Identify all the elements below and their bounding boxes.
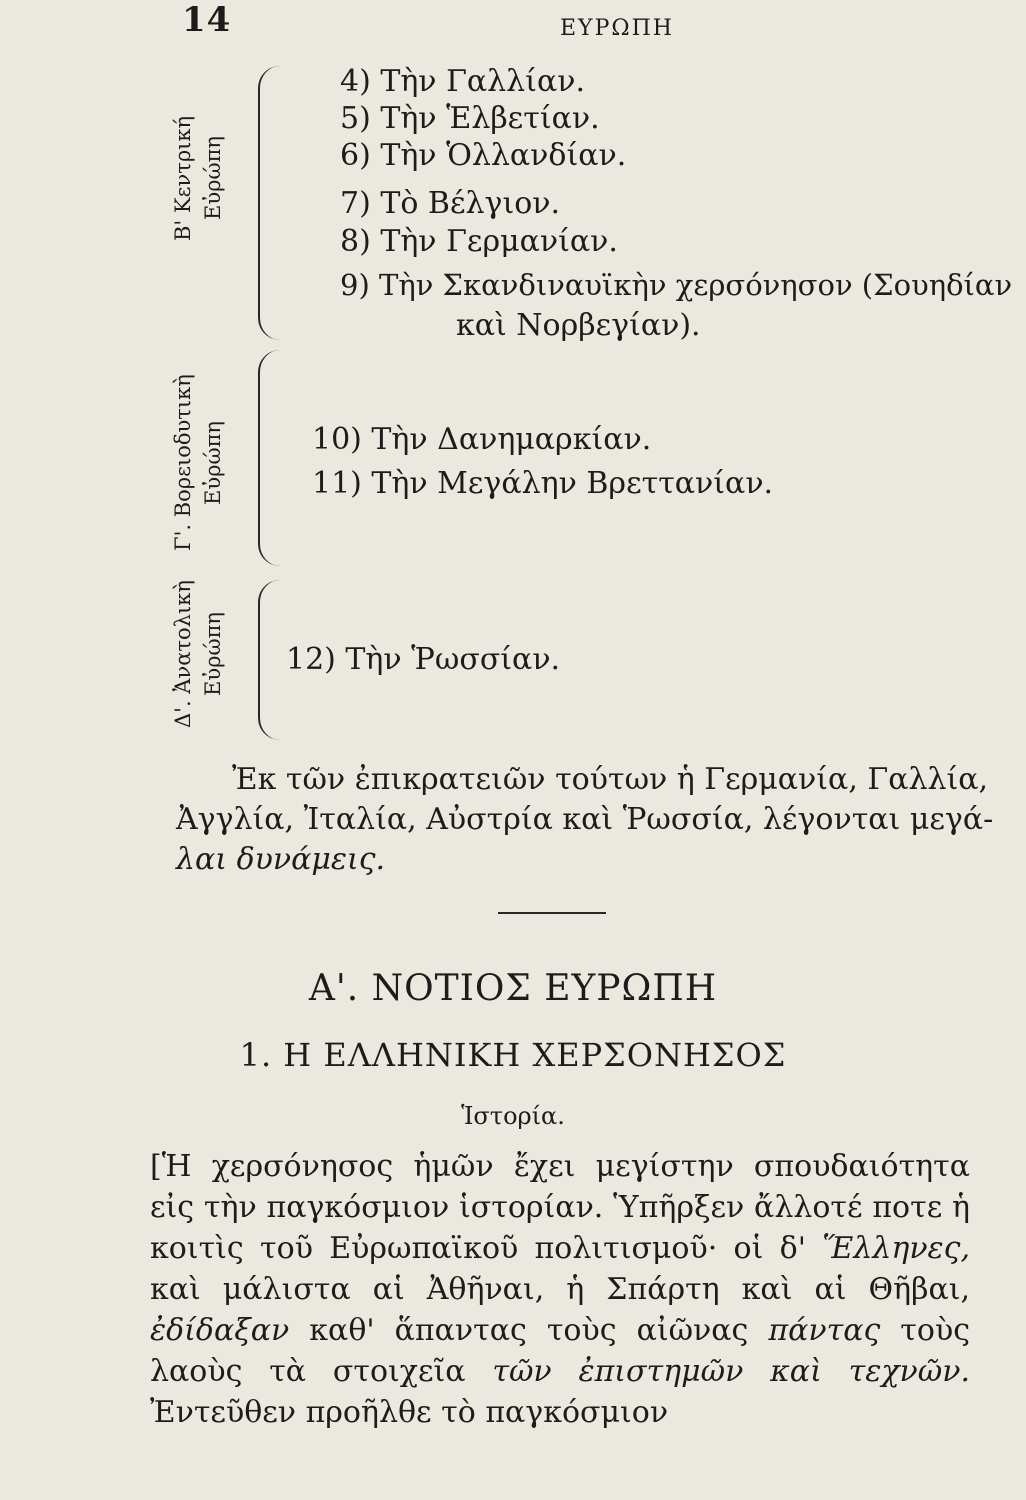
body-text: [Ἡ χερσόνησος ἡμῶν ἔχει μεγίστην σπουδαιότητα εἰς τὴν παγκόσμιον ἱστορίαν. Ὑπῆρξεν ἄλλοτέ ποτε ἡ κοιτὶς τοῦ Εὐρωπαϊκοῦ πολιτισμοῦ· οἱ δ' xyxy=(150,1149,970,1266)
list-item: 7) Τὸ Βέλγιον. xyxy=(340,186,561,221)
section-divider xyxy=(498,912,606,914)
body-text: Ἐντεῦθεν προῆλθε τὸ παγκόσμιον xyxy=(150,1395,669,1430)
section-title: Α'. ΝΟΤΙΟΣ ΕΥΡΩΠΗ xyxy=(308,968,718,1009)
list-item: 5) Τὴν Ἑλβετίαν. xyxy=(340,101,600,136)
group-label-central: Β' Κεντρική Εὐρώπη xyxy=(171,115,225,241)
list-item: 6) Τὴν Ὁλλανδίαν. xyxy=(340,138,627,173)
group-label-eastern: Δ'. Ἀνατολικὴ Εὐρώπη xyxy=(171,580,225,728)
running-head: ΕΥΡΩΠΗ xyxy=(560,16,674,41)
list-item: 8) Τὴν Γερμανίαν. xyxy=(340,224,618,259)
emphasis: τῶν ἐπιστημῶν καὶ τεχνῶν. xyxy=(492,1354,970,1389)
list-item: 11) Τὴν Μεγάλην Βρεττανίαν. xyxy=(312,466,774,501)
page-number: 14 xyxy=(182,0,232,40)
brace-eastern xyxy=(258,580,280,740)
body-text: τοὺς λαοὺς τὰ στοιχεῖα xyxy=(150,1313,971,1389)
emphasis: Ἕλληνες, xyxy=(822,1231,970,1266)
brace-central xyxy=(258,66,280,340)
paragraph-line: λαι δυνάμεις. xyxy=(176,842,386,877)
subsection-title: 1. Η ΕΛΛΗΝΙΚΗ ΧΕΡΣΟΝΗΣΟΣ xyxy=(239,1036,787,1074)
list-item: καὶ Νορβεγίαν). xyxy=(456,308,701,343)
body-text: καὶ μάλιστα αἱ Ἀθῆναι, ἡ Σπάρτη καὶ αἱ Θῆβαι, xyxy=(150,1272,970,1307)
subheading: Ἱστορία. xyxy=(461,1102,565,1130)
list-item: 12) Τὴν Ῥωσσίαν. xyxy=(286,642,561,677)
list-item: 10) Τὴν Δανημαρκίαν. xyxy=(312,422,652,457)
emphasis: ἐδίδαξαν xyxy=(150,1313,290,1348)
emphasis: πάντας xyxy=(768,1313,881,1348)
paragraph-line: Ἀγγλία, Ἰταλία, Αὐστρία καὶ Ῥωσσία, λέγονται μεγά- xyxy=(176,802,994,837)
list-item: 9) Τὴν Σκανδιναυϊκὴν χερσόνησον (Σουηδίαν xyxy=(340,268,1013,302)
brace-northwestern xyxy=(258,350,280,566)
body-text: καθ' ἅπαντας τοὺς αἰῶνας xyxy=(289,1313,769,1348)
group-label-northwestern: Γ'. Βορειοδυτικὴ Εὐρώπη xyxy=(171,374,225,552)
paragraph-line: Ἐκ τῶν ἐπικρατειῶν τούτων ἡ Γερμανία, Γαλλία, xyxy=(232,762,989,797)
list-item: 4) Τὴν Γαλλίαν. xyxy=(340,64,585,99)
body-paragraph xyxy=(150,1146,970,1433)
